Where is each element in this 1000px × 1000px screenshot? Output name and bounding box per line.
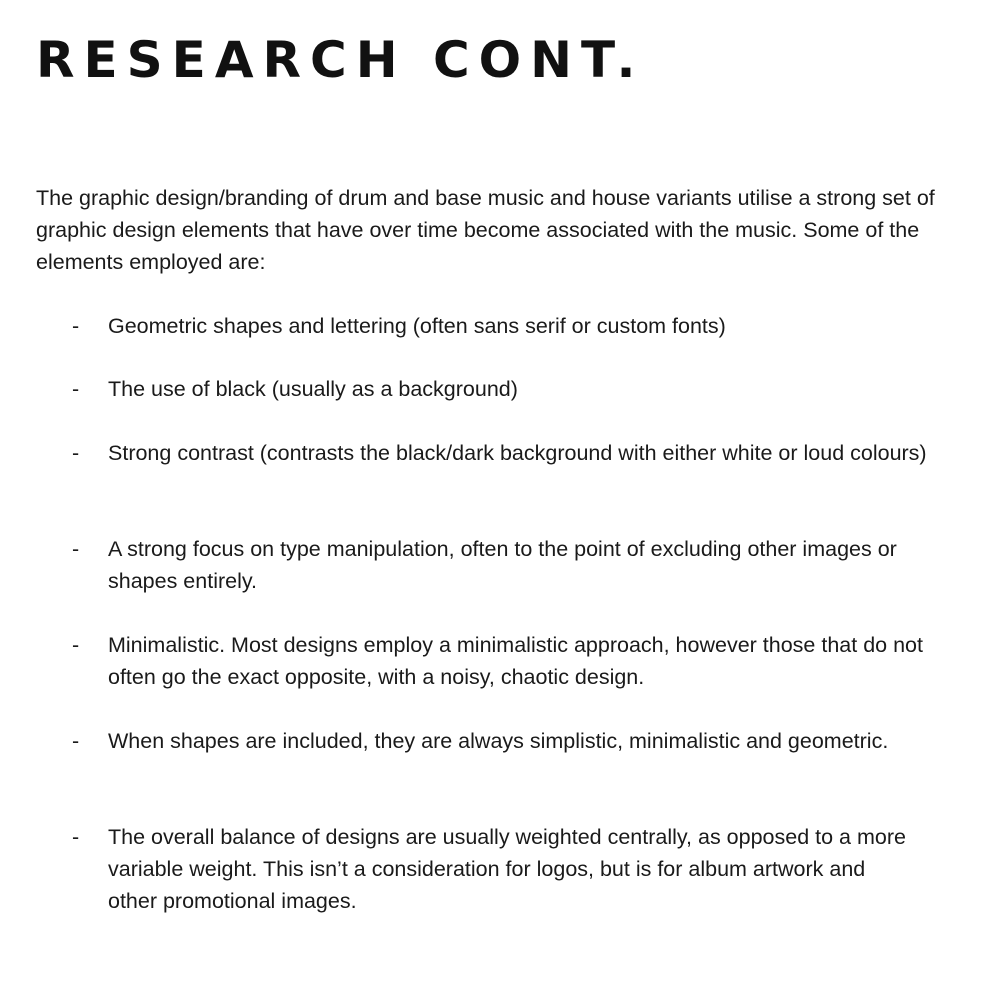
dash-bullet-marker: - xyxy=(72,825,80,849)
dash-bullet-marker: - xyxy=(72,537,80,561)
list-item-text: When shapes are included, they are always simplistic, minimalistic and geometric. xyxy=(108,729,889,753)
list-item-text: The overall balance of designs are usually weighted centrally, as opposed to a more variable weight. This isn’t a consideration for logos, but is for album artwork and other promotional images. xyxy=(108,825,906,913)
list-item-text: Strong contrast (contrasts the black/dark background with either white or loud colours) xyxy=(108,441,927,465)
dash-bullet-marker: - xyxy=(72,441,80,465)
page-title: RESEARCH CONT. xyxy=(36,31,645,89)
list-item-text: Minimalistic. Most designs employ a minimalistic approach, however those that do not often go the exact opposite, with a noisy, chaotic design. xyxy=(108,633,923,689)
dash-bullet-marker: - xyxy=(72,633,80,657)
list-item-text: A strong focus on type manipulation, often to the point of excluding other images or shapes entirely. xyxy=(108,537,897,593)
list-item-text: The use of black (usually as a background) xyxy=(108,377,518,401)
dash-bullet-marker: - xyxy=(72,314,80,338)
dash-bullet-marker: - xyxy=(72,377,80,401)
intro-paragraph: The graphic design/branding of drum and base music and house variants utilise a strong set of graphic design elements that have over time become associated with the music. Some of the elements employed are: xyxy=(36,186,935,274)
dash-bullet-marker: - xyxy=(72,729,80,753)
list-item-text: Geometric shapes and lettering (often sans serif or custom fonts) xyxy=(108,314,726,338)
